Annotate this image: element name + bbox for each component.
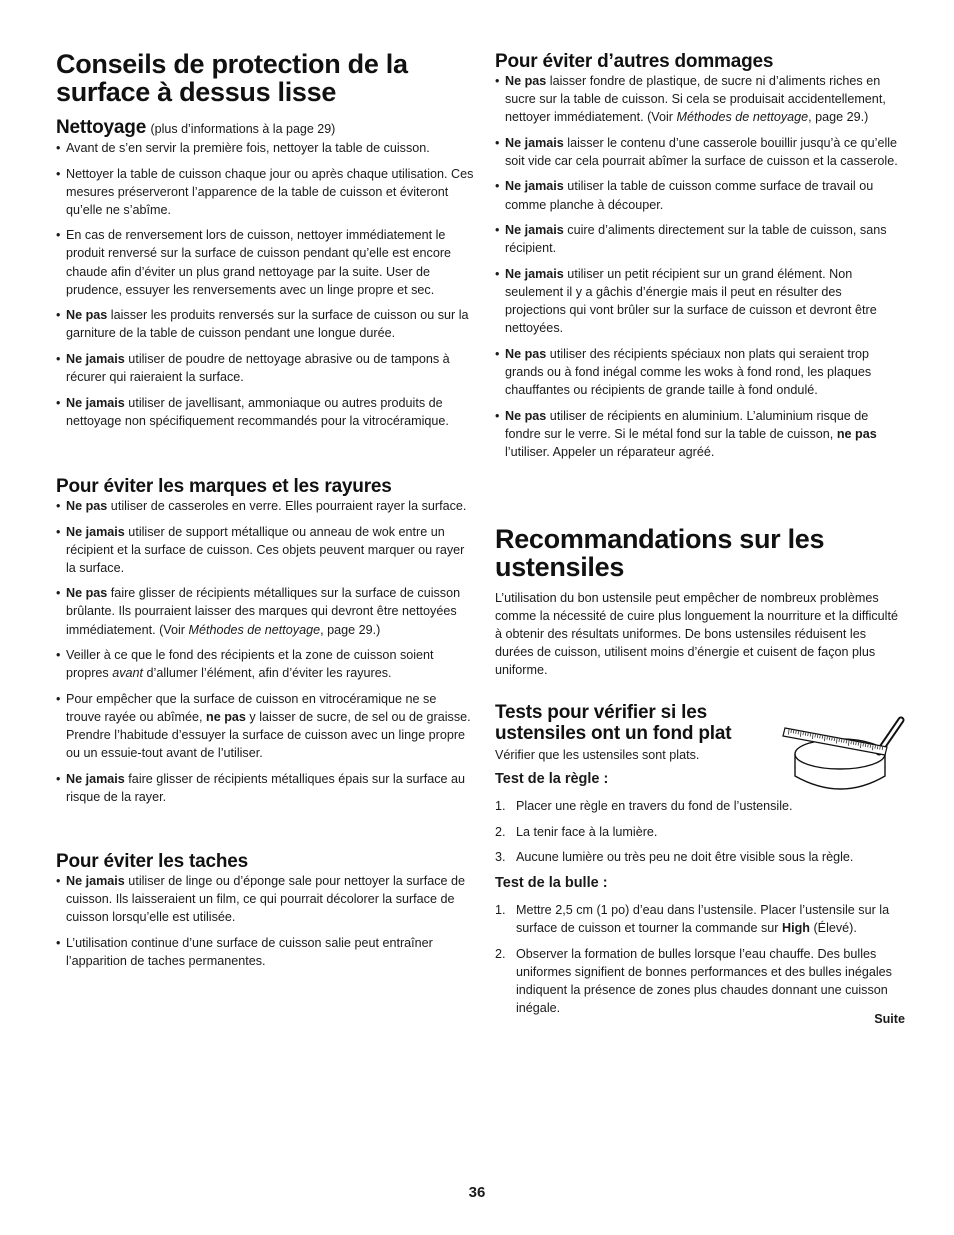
item-text: laisser le contenu d’une casserole bouillir jusqu’à ce qu’elle soit vide car cela pourrait abîmer la surface de cuisson et la casserole.: [505, 135, 898, 168]
step-item: [495, 797, 905, 815]
list-item: [495, 134, 905, 170]
item-text: utiliser de poudre de nettoyage abrasive ou de tampons à récurer qui raieraient la surface.: [66, 351, 450, 385]
damage-list: [495, 72, 905, 461]
item-text: Pour empêcher que la surface de cuisson en vitrocéramique ne se trouve rayée ou abîmée,: [66, 691, 437, 724]
item-lead: Ne pas: [66, 499, 108, 513]
stains-section: [56, 851, 474, 977]
stains-heading: Pour éviter les taches: [56, 851, 249, 872]
ruler-test-heading: Test de la règle :: [495, 771, 609, 787]
item-text: laisser les produits renversés sur la surface de cuisson ou sur la garniture de la table de cuisson pendant une longue durée.: [66, 308, 469, 341]
list-item: [56, 770, 474, 806]
item-tail: l’utiliser. Appeler un réparateur agréé.: [505, 444, 715, 459]
item-text: utiliser des récipients spéciaux non plats qui seraient trop grands ou à fond inégal comme les woks à fond rond, les plaques chauffantes ou récipients de grande taille à fond ondulé.: [505, 346, 872, 397]
item-text: Aucune lumière ou très peu ne doit être visible sous la règle.: [516, 850, 854, 865]
list-item: [495, 265, 905, 337]
list-item: [56, 690, 474, 762]
cleaning-section: [56, 117, 474, 437]
item-text: faire glisser de récipients métalliques sur la surface de cuisson brûlante. Ils pourraient laisser des marques qui devront être nettoyées immédiatement. (Voir: [66, 586, 461, 637]
step-number: 2.: [495, 824, 506, 839]
scratches-list: [56, 497, 474, 806]
list-item: [495, 72, 905, 126]
item-bold: ne pas: [206, 709, 246, 724]
item-text: Avant de s’en servir la première fois, nettoyer la table de cuisson.: [66, 141, 430, 155]
item-text: La tenir face à la lumière.: [516, 824, 658, 839]
item-text: utiliser de support métallique ou anneau de wok entre un récipient et la surface de cuisson. Ces objets peuvent marquer ou rayer la surface.: [66, 524, 465, 575]
step-number: 2.: [495, 946, 506, 961]
item-text: utiliser la table de cuisson comme surface de travail ou comme planche à découper.: [505, 179, 874, 212]
item-italic: avant: [112, 666, 144, 681]
list-item: [56, 139, 474, 157]
cookware-intro: L’utilisation du bon ustensile peut empêcher de nombreux problèmes comme la nécessité de cuire plus longuement la nourriture et la difficulté à obtenir des résultats uniformes. De bons ustensiles réduisent les durées de cuisson, utilisent moins d’énergie et cuisent de façon plus uniforme.: [495, 591, 898, 678]
item-lead: Ne pas: [505, 346, 547, 361]
continued-label: Suite: [874, 1012, 905, 1026]
item-bold: High: [782, 921, 810, 936]
ruler-test-steps: [495, 797, 905, 874]
page-number: 36: [468, 1184, 486, 1201]
step-number: 1.: [495, 799, 506, 813]
item-tail: d’allumer l’élément, afin d’éviter les rayures.: [143, 666, 392, 681]
item-lead: Ne jamais: [66, 395, 125, 410]
list-item: [56, 165, 474, 219]
list-item: [495, 407, 905, 461]
item-lead: Ne pas: [505, 408, 547, 423]
list-item: [56, 497, 474, 515]
item-italic: Méthodes de nettoyage: [676, 110, 809, 125]
step-item: [495, 823, 905, 841]
item-text: utiliser de javellisant, ammoniaque ou autres produits de nettoyage non spécifiquement recommandés pour la vitrocéramique.: [66, 395, 449, 428]
item-lead: Ne jamais: [505, 179, 564, 194]
flat-test-intro: Vérifier que les ustensiles sont plats.: [495, 748, 700, 762]
step-number: 3.: [495, 850, 506, 865]
step-item: [495, 945, 900, 1017]
item-text: En cas de renversement lors de cuisson, nettoyer immédiatement le produit renversé sur la surface de cuisson pendant qu’elle est encore chaude afin d’éviter un plus grand nettoyage par la suite. User de prudence, essuyer les renversements avec un linge propre et sec.: [66, 228, 452, 297]
item-text: Nettoyer la table de cuisson chaque jour ou après chaque utilisation. Ces mesures préserveront l’apparence de la table de cuisson et éviteront qu’elle ne s’abîme.: [66, 166, 474, 217]
list-item: [56, 872, 474, 926]
section-title-cookware: Recommandations sur les ustensiles: [495, 524, 825, 582]
item-text: Placer une règle en travers du fond de l’ustensile.: [516, 799, 793, 813]
list-item: [495, 345, 905, 399]
item-tail: (Élevé).: [809, 921, 857, 936]
item-lead: Ne jamais: [66, 874, 125, 888]
cleaning-note: (plus d’informations à la page 29): [150, 122, 336, 136]
list-item: [495, 221, 905, 257]
item-text: Observer la formation de bulles lorsque l’eau chauffe. Des bulles uniformes signifient de bonnes performances et des bulles inégales indiquent la présence de zones plus chaudes donnant une cuisson inégale.: [516, 946, 892, 1015]
item-tail: y laisser de sucre, de sel ou de graisse. Prendre l’habitude d’essuyer la surface de cuisson avec un linge propre ou un essuie-tout avant de l’utiliser.: [66, 709, 471, 761]
item-text: Mettre 2,5 cm (1 po) d’eau dans l’ustensile. Placer l’ustensile sur la surface de cuisson et tourner la commande sur: [516, 903, 890, 936]
step-item: [495, 901, 900, 937]
list-item: [56, 306, 474, 342]
item-lead: Ne jamais: [66, 524, 125, 539]
item-lead: Ne pas: [66, 308, 108, 323]
list-item: [56, 350, 474, 386]
list-item: [56, 934, 474, 970]
step-number: 1.: [495, 903, 506, 917]
item-lead: Ne pas: [505, 74, 547, 88]
flat-test-heading: Tests pour vérifier si les ustensiles ont un fond plat: [495, 702, 732, 744]
pot-ruler-illustration: [781, 712, 905, 796]
list-item: [56, 646, 474, 682]
scratches-section: [56, 476, 474, 813]
list-item: [56, 394, 474, 430]
item-lead: Ne jamais: [505, 135, 564, 150]
step-item: [495, 848, 905, 866]
item-italic: Méthodes de nettoyage: [188, 622, 321, 637]
item-text: Veiller à ce que le fond des récipients et la zone de cuisson soient propres: [66, 648, 434, 681]
stains-list: [56, 872, 474, 970]
bubble-test-heading: Test de la bulle :: [495, 875, 608, 891]
damage-section: [495, 51, 905, 468]
cleaning-heading: Nettoyage: [56, 117, 147, 138]
item-lead: Ne pas: [66, 586, 108, 601]
item-text: utiliser un petit récipient sur un grand élément. Non seulement il y a gâchis d’énergie mais il peut en résulter des projections qui vont brûler sur la surface de cuisson et devront être nettoyées.: [505, 266, 877, 336]
damage-heading: Pour éviter d’autres dommages: [495, 51, 774, 72]
item-lead: Ne jamais: [505, 223, 564, 238]
item-text: laisser fondre de plastique, de sucre ni d’aliments riches en sucre sur la table de cuisson. Si cela se produisait accidentellement, nettoyer immédiatement. (Voir: [505, 74, 886, 125]
item-text: cuire d’aliments directement sur la table de cuisson, sans récipient.: [505, 223, 887, 256]
bubble-test-steps: [495, 901, 900, 1025]
cleaning-list: [56, 139, 474, 430]
list-item: [56, 584, 474, 638]
section-title-surface-care: Conseils de protection de la surface à dessus lisse: [56, 49, 408, 107]
list-item: [495, 177, 905, 213]
item-text: utiliser de linge ou d’éponge sale pour nettoyer la surface de cuisson. Ils laisseraient un film, ce qui pourrait décolorer la surface de cuisson lorsqu’elle est utilisée.: [66, 874, 466, 925]
item-bold: ne pas: [836, 426, 877, 441]
item-text: utiliser de casseroles en verre. Elles pourraient rayer la surface.: [107, 499, 467, 513]
item-text: faire glisser de récipients métalliques épais sur la surface au risque de la rayer.: [66, 771, 466, 804]
scratches-heading: Pour éviter les marques et les rayures: [56, 476, 392, 497]
item-lead: Ne jamais: [66, 351, 125, 366]
item-text: L’utilisation continue d’une surface de cuisson salie peut entraîner l’apparition de taches permanentes.: [66, 935, 433, 968]
list-item: [56, 523, 474, 577]
list-item: [56, 226, 474, 298]
item-text: utiliser de récipients en aluminium. L’aluminium risque de fondre sur le verre. Si le métal fond sur la table de cuisson,: [505, 408, 869, 441]
item-lead: Ne jamais: [505, 266, 564, 281]
item-tail: , page 29.): [808, 110, 869, 125]
item-lead: Ne jamais: [66, 771, 125, 786]
item-tail: , page 29.): [320, 622, 381, 637]
